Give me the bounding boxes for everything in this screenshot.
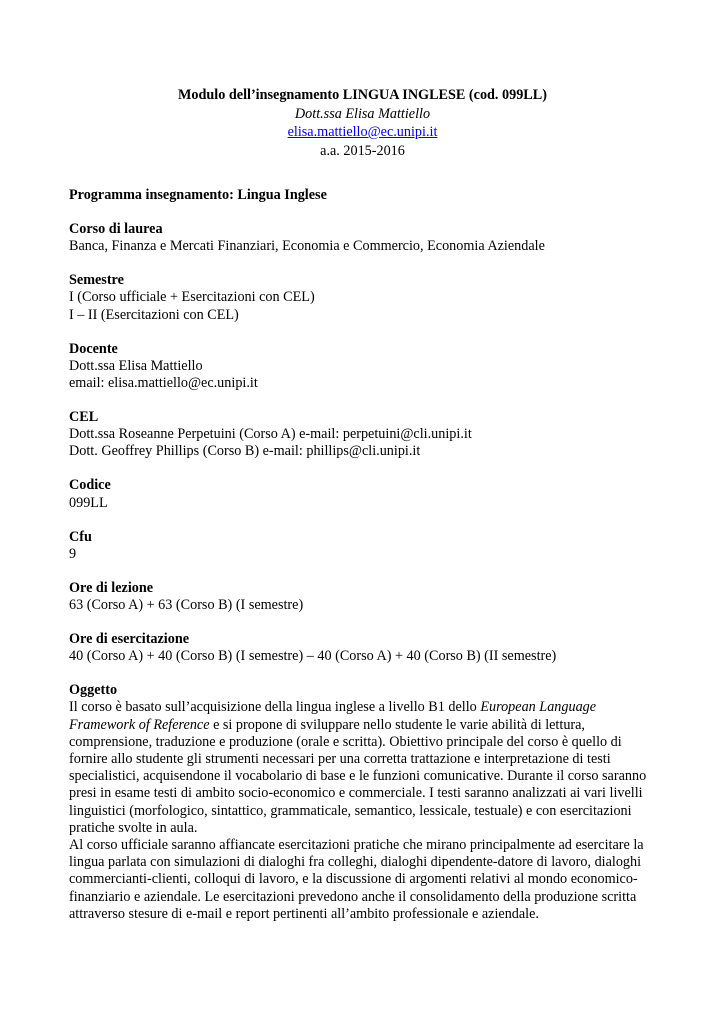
document-header	[0, 86, 725, 160]
section-heading: Docente	[69, 340, 118, 357]
author-name: Dott.ssa Elisa Mattiello	[294, 105, 431, 122]
section-heading: Ore di lezione	[69, 579, 154, 596]
document-body	[69, 187, 659, 940]
section-heading: CEL	[69, 409, 99, 426]
section-line: I (Corso ufficiale + Esercitazioni con CEL)	[69, 289, 315, 306]
section-cel	[69, 409, 659, 461]
section-oggetto	[69, 682, 659, 923]
section-docente	[69, 341, 659, 393]
academic-year: a.a. 2015-2016	[320, 142, 405, 159]
framework-reference: European Language Framework of Reference	[69, 699, 597, 733]
section-heading: Ore di esercitazione	[69, 631, 190, 648]
section-line: I – II (Esercitazioni con CEL)	[69, 306, 239, 323]
section-heading: Semestre	[69, 272, 124, 289]
section-corso	[69, 221, 659, 255]
section-heading: Codice	[69, 477, 111, 494]
section-line: Dott. Geoffrey Phillips (Corso B) e-mail: phillips@cli.unipi.it	[69, 443, 421, 460]
section-text: 40 (Corso A) + 40 (Corso B) (I semestre) – 40 (Corso A) + 40 (Corso B) (II semestre)	[69, 648, 557, 665]
section-semestre	[69, 272, 659, 324]
oggetto-paragraph-1	[69, 699, 659, 837]
section-text: Banca, Finanza e Mercati Finanziari, Economia e Commercio, Economia Aziendale	[69, 238, 545, 255]
section-line: email: elisa.mattiello@ec.unipi.it	[69, 375, 258, 392]
module-title: Modulo dell’insegnamento LINGUA INGLESE (cod. 099LL)	[178, 87, 547, 103]
section-ore-lezione	[69, 580, 659, 614]
section-text: 099LL	[69, 494, 108, 511]
section-text: 63 (Corso A) + 63 (Corso B) (I semestre)	[69, 597, 304, 614]
section-line: Dott.ssa Elisa Mattiello	[69, 357, 203, 374]
section-codice	[69, 477, 659, 511]
paragraph-text: Il corso è basato sull’acquisizione della lingua inglese a livello B1 dello	[69, 699, 481, 716]
paragraph-text: e si propone di sviluppare nello studente le varie abilità di lettura, comprensione, traduzione e produzione (orale e scritta). Obiettivo principale del corso è quello di fornire allo studente gli strumenti necessari per una corretta trattazione e interpretazione di testi specialistici, acquisendone il vocabolario di base e le funzioni comunicative. Durante il corso saranno presi in esame testi di ambito socio-economico e commerciale. I testi saranno analizzati ai vari livelli linguistici (morfologico, sintattico, grammaticale, semantico, lessicale, testuale) e con esercitazioni pratiche svolte in aula.	[69, 716, 647, 836]
section-heading: Oggetto	[69, 682, 118, 699]
section-line: Dott.ssa Roseanne Perpetuini (Corso A) e-mail: perpetuini@cli.unipi.it	[69, 426, 472, 443]
section-heading: Cfu	[69, 528, 92, 545]
oggetto-paragraph-2: Al corso ufficiale saranno affiancate esercitazioni pratiche che mirano principalmente ad esercitare la lingua parlata con simulazioni di dialoghi fra colleghi, dialoghi dipendente-datore di lavoro, dialoghi commercianti-clienti, colloqui di lavoro, e la discussione di argomenti relativi al mondo economico-finanziario e aziendale. Le esercitazioni prevedono anche il consolidamento della produzione scritta attraverso stesure di e-mail e report pertinenti all’ambito professionale e aziendale.	[69, 837, 644, 922]
author-email-link[interactable]: elisa.mattiello@ec.unipi.it	[287, 124, 438, 140]
section-cfu	[69, 529, 659, 563]
section-ore-esercitazione	[69, 631, 659, 665]
programma-heading: Programma insegnamento: Lingua Inglese	[69, 187, 327, 203]
section-text: 9	[69, 545, 77, 562]
section-heading: Corso di laurea	[69, 221, 163, 237]
